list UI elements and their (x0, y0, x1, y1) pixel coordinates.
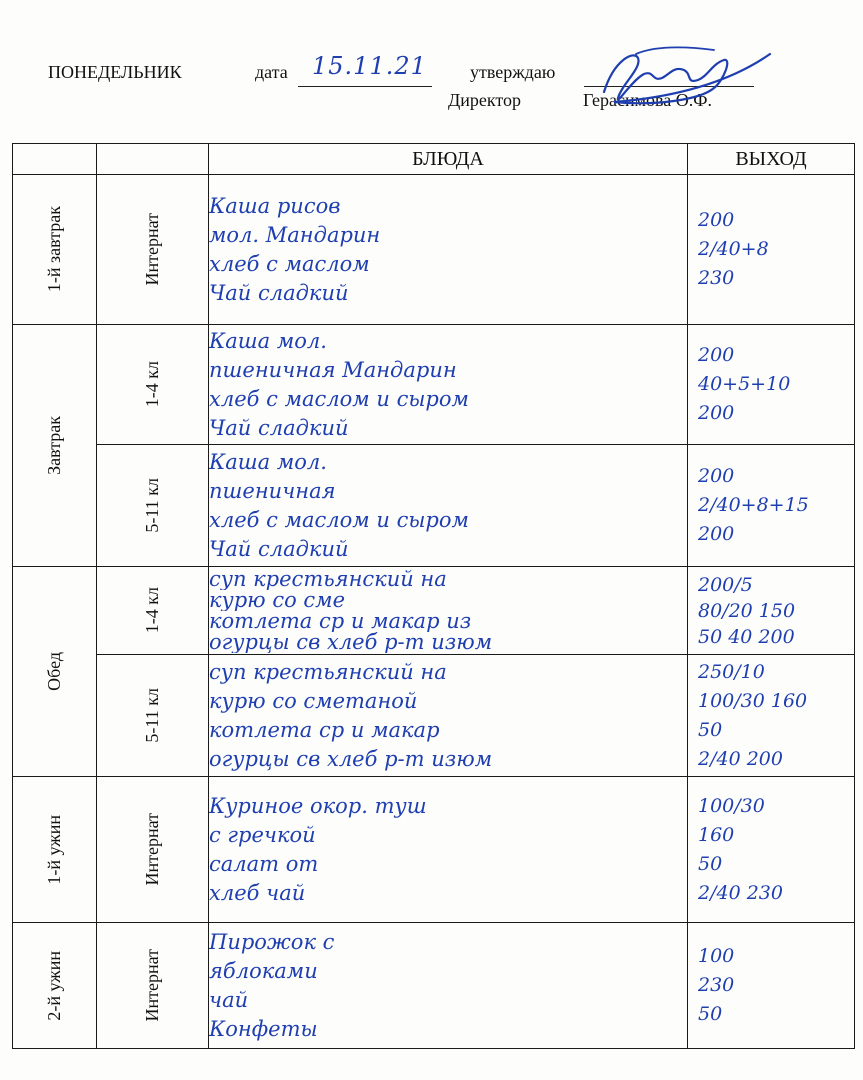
dish-line: котлета ср и макар из (209, 610, 472, 632)
dish-line: с гречкой (209, 822, 316, 847)
output-line: 80/20 150 (698, 599, 796, 622)
table-row (13, 445, 855, 567)
output-line: 200 (698, 344, 735, 366)
dish-line: хлеб с маслом и сыром (209, 386, 469, 411)
dish-line: суп крестьянский на (209, 659, 447, 684)
output-cell (688, 777, 855, 923)
output-line: 230 (698, 267, 735, 289)
dish-line: Каша мол. (209, 328, 327, 353)
output-line: 100 (698, 945, 735, 967)
table-row (13, 923, 855, 1049)
output-line: 100/30 160 (698, 689, 808, 712)
group-cell (97, 567, 209, 655)
dish-line: Чай сладкий (209, 415, 349, 440)
group-label: 5-11 кл (141, 688, 162, 743)
dish-line: котлета ср и макар (209, 717, 440, 742)
output-cell (688, 567, 855, 655)
director-name: Герасимова О.Ф. (583, 90, 712, 110)
output-line: 200 (698, 402, 735, 424)
dishes-cell (209, 923, 688, 1049)
dishes-cell (209, 445, 688, 567)
group-label: Интернат (141, 213, 162, 286)
output-cell (688, 923, 855, 1049)
output-line: 50 (698, 1003, 723, 1025)
date-value: 15.11.21 (312, 52, 427, 80)
group-cell (97, 445, 209, 567)
dish-line: Пирожок с (209, 929, 335, 954)
output-cell (688, 655, 855, 777)
output-line: 50 (698, 718, 723, 741)
dish-line: Чай сладкий (209, 536, 349, 561)
menu-table (12, 143, 855, 1049)
table-row (13, 175, 855, 325)
group-label: 5-11 кл (141, 478, 162, 533)
dishes-cell (209, 325, 688, 445)
table-row (13, 655, 855, 777)
output-line: 200/5 (698, 573, 753, 596)
dishes-cell (209, 655, 688, 777)
dish-line: хлеб с маслом и сыром (209, 507, 469, 532)
dish-line: Конфеты (209, 1016, 318, 1041)
dish-line: хлеб чай (209, 880, 306, 905)
group-label: Интернат (141, 949, 162, 1022)
date-label: дата (255, 62, 288, 82)
meal-label: 1-й ужин (43, 814, 64, 885)
meal-label: Завтрак (43, 416, 64, 475)
meal-label: 1-й завтрак (43, 206, 64, 293)
table-row (13, 325, 855, 445)
meal-cell (13, 175, 97, 325)
dish-line: хлеб с маслом (209, 251, 370, 276)
dish-line: Чай сладкий (209, 280, 349, 305)
dish-line: пшеничная Мандарин (209, 357, 457, 382)
dish-line: огурцы св хлеб р-т изюм (209, 631, 493, 653)
group-cell (97, 325, 209, 445)
output-line: 100/30 (698, 794, 765, 817)
meal-label: 2-й ужин (43, 950, 64, 1021)
output-line: 50 (698, 852, 723, 875)
table-row (13, 777, 855, 923)
output-line: 2/40+8 (698, 238, 769, 260)
day-of-week: ПОНЕДЕЛЬНИК (48, 62, 182, 82)
meal-label: Обед (43, 652, 64, 691)
dish-line: мол. Мандарин (209, 222, 381, 247)
meal-cell (13, 777, 97, 923)
meal-cell (13, 567, 97, 777)
output-line: 200 (698, 209, 735, 231)
director-label: Директор (448, 90, 522, 110)
group-label: Интернат (141, 813, 162, 886)
meal-cell (13, 923, 97, 1049)
output-line: 2/40+8+15 (698, 494, 809, 516)
group-cell (97, 175, 209, 325)
header-dishes: БЛЮДА (209, 144, 688, 175)
date-underline (298, 86, 432, 87)
table-row (13, 567, 855, 655)
group-cell (97, 655, 209, 777)
output-line: 230 (698, 974, 735, 996)
header-output: ВЫХОД (688, 144, 855, 175)
approve-label: утверждаю (470, 62, 556, 82)
dish-line: чай (209, 987, 249, 1012)
dish-line: курю со сме (209, 589, 346, 611)
output-line: 200 (698, 523, 735, 545)
output-cell (688, 325, 855, 445)
output-line: 40+5+10 (698, 373, 791, 395)
dish-line: пшеничная (209, 478, 336, 503)
output-line: 200 (698, 465, 735, 487)
dish-line: яблоками (209, 958, 318, 983)
header-meal (13, 144, 97, 175)
dish-line: Каша рисов (209, 193, 341, 218)
output-cell (688, 175, 855, 325)
group-label: 1-4 кл (141, 361, 162, 408)
output-line: 2/40 200 (698, 747, 783, 770)
group-label: 1-4 кл (141, 587, 162, 634)
dishes-cell (209, 175, 688, 325)
group-cell (97, 923, 209, 1049)
dish-line: суп крестьянский на (209, 568, 447, 590)
output-line: 160 (698, 823, 735, 846)
header-group (97, 144, 209, 175)
output-cell (688, 445, 855, 567)
output-line: 50 40 200 (698, 625, 795, 648)
group-cell (97, 777, 209, 923)
table-header-row (13, 144, 855, 175)
signature-icon (574, 40, 774, 110)
meal-cell (13, 325, 97, 567)
dish-line: салат от (209, 851, 319, 876)
output-line: 250/10 (698, 660, 765, 683)
dish-line: курю со сметаной (209, 688, 418, 713)
dishes-cell (209, 777, 688, 923)
output-line: 2/40 230 (698, 881, 783, 904)
dish-line: Куриное окор. туш (209, 793, 427, 818)
dishes-cell (209, 567, 688, 655)
dish-line: огурцы св хлеб р-т изюм (209, 746, 493, 771)
dish-line: Каша мол. (209, 449, 327, 474)
